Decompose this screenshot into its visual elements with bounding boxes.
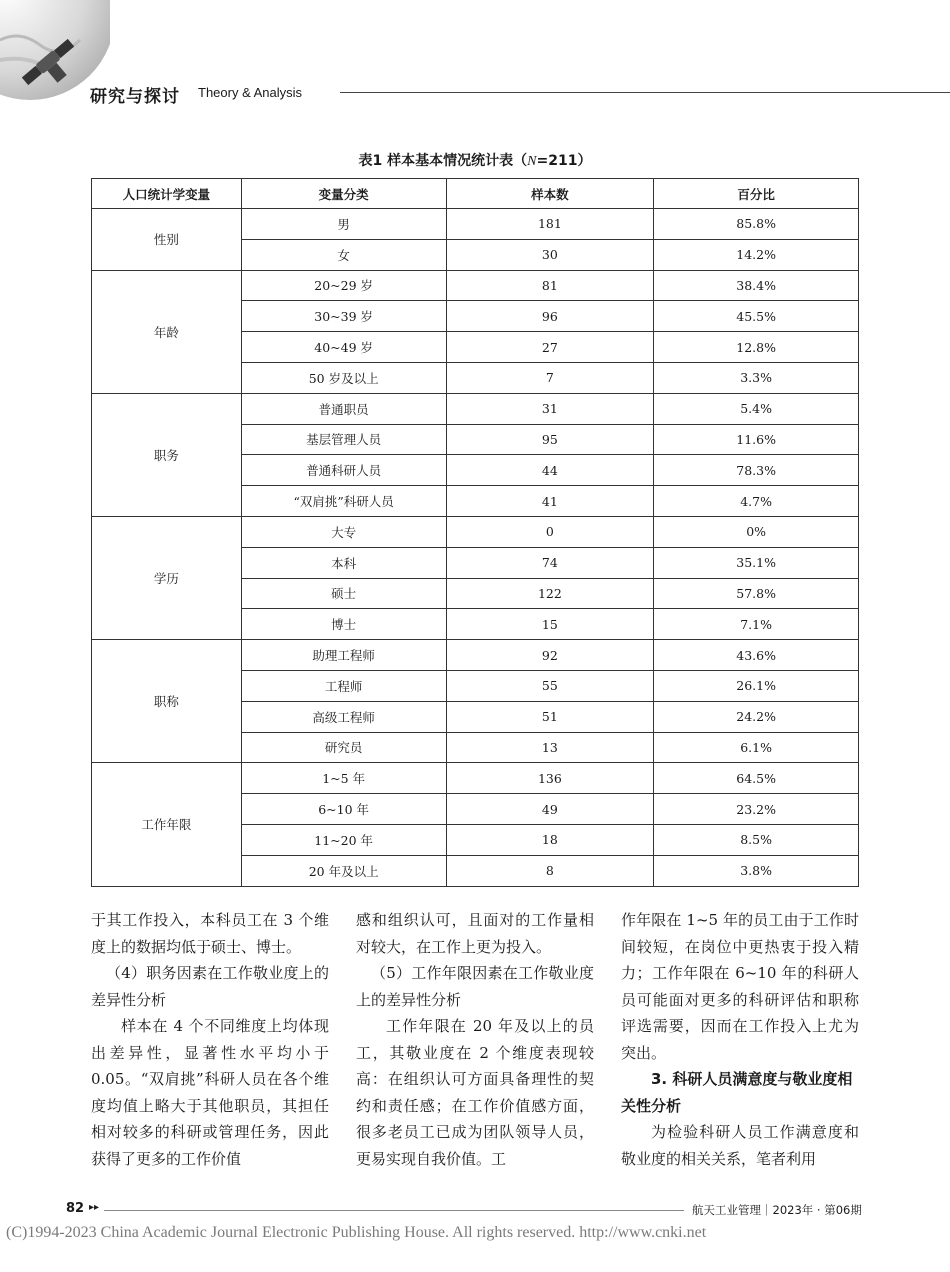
sample-statistics-table — [91, 178, 859, 887]
variable-group-cell: 工作年限 — [92, 763, 242, 886]
paragraph: 工作年限在 20 年及以上的员工，其敬业度在 2 个维度表现较高：在组织认可方面具备理性的契约和责任感；在工作价值感方面，很多老员工已成为团队领导人员，更易实现自我价值。工 — [356, 1017, 594, 1168]
table-caption — [0, 150, 950, 170]
section-heading: 3. 科研人员满意度与敬业度相关性分析 — [621, 1070, 853, 1115]
category-cell: 硕士 — [241, 578, 446, 609]
count-cell: 31 — [446, 393, 654, 424]
percent-cell: 12.8% — [654, 332, 859, 363]
variable-group-cell: 职务 — [92, 393, 242, 516]
percent-cell: 7.1% — [654, 609, 859, 640]
paragraph: 为检验科研人员工作满意度和敬业度的相关关系，笔者利用 — [621, 1123, 859, 1168]
caption-suffix: =211） — [536, 153, 592, 169]
category-cell: 本科 — [241, 547, 446, 578]
header-cell: 样本数 — [446, 179, 654, 209]
count-cell: 74 — [446, 547, 654, 578]
text-column-3 — [621, 907, 859, 1172]
section-subtitle: Theory & Analysis — [198, 85, 303, 100]
category-cell: 男 — [241, 209, 446, 240]
percent-cell: 23.2% — [654, 794, 859, 825]
percent-cell: 78.3% — [654, 455, 859, 486]
variable-group-cell: 职称 — [92, 640, 242, 763]
count-cell: 95 — [446, 424, 654, 455]
percent-cell: 57.8% — [654, 578, 859, 609]
percent-cell: 11.6% — [654, 424, 859, 455]
section-title: 研究与探讨 — [90, 87, 180, 107]
percent-cell: 3.3% — [654, 362, 859, 393]
category-cell: “双肩挑”科研人员 — [241, 486, 446, 517]
header-cell: 百分比 — [654, 179, 859, 209]
page-number: 82 — [66, 1201, 85, 1216]
category-cell: 高级工程师 — [241, 701, 446, 732]
header-cell: 人口统计学变量 — [92, 179, 242, 209]
table-row — [92, 640, 859, 671]
category-cell: 11~20 年 — [241, 824, 446, 855]
category-cell: 50 岁及以上 — [241, 362, 446, 393]
count-cell: 55 — [446, 670, 654, 701]
subsection-heading: （4）职务因素在工作敬业度上的差异性分析 — [91, 964, 329, 1009]
category-cell: 30~39 岁 — [241, 301, 446, 332]
table-row — [92, 270, 859, 301]
category-cell: 女 — [241, 239, 446, 270]
table-header-row — [92, 179, 859, 209]
count-cell: 92 — [446, 640, 654, 671]
percent-cell: 64.5% — [654, 763, 859, 794]
percent-cell: 45.5% — [654, 301, 859, 332]
category-cell: 研究员 — [241, 732, 446, 763]
percent-cell: 5.4% — [654, 393, 859, 424]
subsection-heading: （5）工作年限因素在工作敬业度上的差异性分析 — [356, 964, 594, 1009]
count-cell: 41 — [446, 486, 654, 517]
count-cell: 27 — [446, 332, 654, 363]
category-cell: 基层管理人员 — [241, 424, 446, 455]
footer-rule — [104, 1210, 684, 1211]
table-row — [92, 393, 859, 424]
variable-group-cell: 性别 — [92, 209, 242, 271]
percent-cell: 0% — [654, 516, 859, 547]
text-column-1 — [91, 907, 329, 1172]
category-cell: 20 年及以上 — [241, 855, 446, 886]
count-cell: 15 — [446, 609, 654, 640]
percent-cell: 4.7% — [654, 486, 859, 517]
header-rule — [340, 92, 950, 93]
category-cell: 博士 — [241, 609, 446, 640]
category-cell: 普通职员 — [241, 393, 446, 424]
count-cell: 7 — [446, 362, 654, 393]
category-cell: 助理工程师 — [241, 640, 446, 671]
count-cell: 30 — [446, 239, 654, 270]
variable-group-cell: 学历 — [92, 516, 242, 639]
category-cell: 20~29 岁 — [241, 270, 446, 301]
percent-cell: 26.1% — [654, 670, 859, 701]
count-cell: 0 — [446, 516, 654, 547]
text-column-2 — [356, 907, 594, 1172]
category-cell: 6~10 年 — [241, 794, 446, 825]
category-cell: 1~5 年 — [241, 763, 446, 794]
category-cell: 40~49 岁 — [241, 332, 446, 363]
paragraph: 样本在 4 个不同维度上均体现出差异性，显著性水平均小于 0.05。“双肩挑”科研人员在各个维度均值上略大于其他职员，其担任相对较多的科研或管理任务，因此获得了更多的工作价值 — [91, 1017, 329, 1168]
table-row — [92, 516, 859, 547]
count-cell: 49 — [446, 794, 654, 825]
category-cell: 大专 — [241, 516, 446, 547]
percent-cell: 8.5% — [654, 824, 859, 855]
percent-cell: 85.8% — [654, 209, 859, 240]
paragraph: 感和组织认可，且面对的工作量相对较大，在工作上更为投入。 — [356, 911, 594, 956]
caption-n: N — [527, 154, 537, 169]
count-cell: 122 — [446, 578, 654, 609]
count-cell: 8 — [446, 855, 654, 886]
count-cell: 51 — [446, 701, 654, 732]
count-cell: 136 — [446, 763, 654, 794]
header-cell: 变量分类 — [241, 179, 446, 209]
category-cell: 普通科研人员 — [241, 455, 446, 486]
percent-cell: 38.4% — [654, 270, 859, 301]
percent-cell: 24.2% — [654, 701, 859, 732]
count-cell: 181 — [446, 209, 654, 240]
percent-cell: 35.1% — [654, 547, 859, 578]
variable-group-cell: 年龄 — [92, 270, 242, 393]
percent-cell: 6.1% — [654, 732, 859, 763]
table-row — [92, 209, 859, 240]
count-cell: 13 — [446, 732, 654, 763]
copyright-notice: (C)1994-2023 China Academic Journal Electronic Publishing House. All rights reserved. http://www.cnki.net — [6, 1224, 707, 1241]
percent-cell: 14.2% — [654, 239, 859, 270]
journal-info: 航天工业管理｜2023年 · 第06期 — [692, 1203, 862, 1217]
percent-cell: 43.6% — [654, 640, 859, 671]
count-cell: 44 — [446, 455, 654, 486]
percent-cell: 3.8% — [654, 855, 859, 886]
table-row — [92, 763, 859, 794]
count-cell: 18 — [446, 824, 654, 855]
table-body — [92, 209, 859, 887]
paragraph: 作年限在 1~5 年的员工由于工作时间较短，在岗位中更热衷于投入精力；工作年限在 6~10 年的科研人员可能面对更多的科研评估和职称评选需要，因而在工作投入上尤为突出。 — [621, 911, 859, 1062]
double-chevron-icon: ▸▸ — [89, 1202, 100, 1213]
count-cell: 81 — [446, 270, 654, 301]
paragraph: 于其工作投入，本科员工在 3 个维度上的数据均低于硕士、博士。 — [91, 911, 329, 956]
count-cell: 96 — [446, 301, 654, 332]
caption-prefix: 表1 样本基本情况统计表（ — [358, 153, 528, 169]
category-cell: 工程师 — [241, 670, 446, 701]
